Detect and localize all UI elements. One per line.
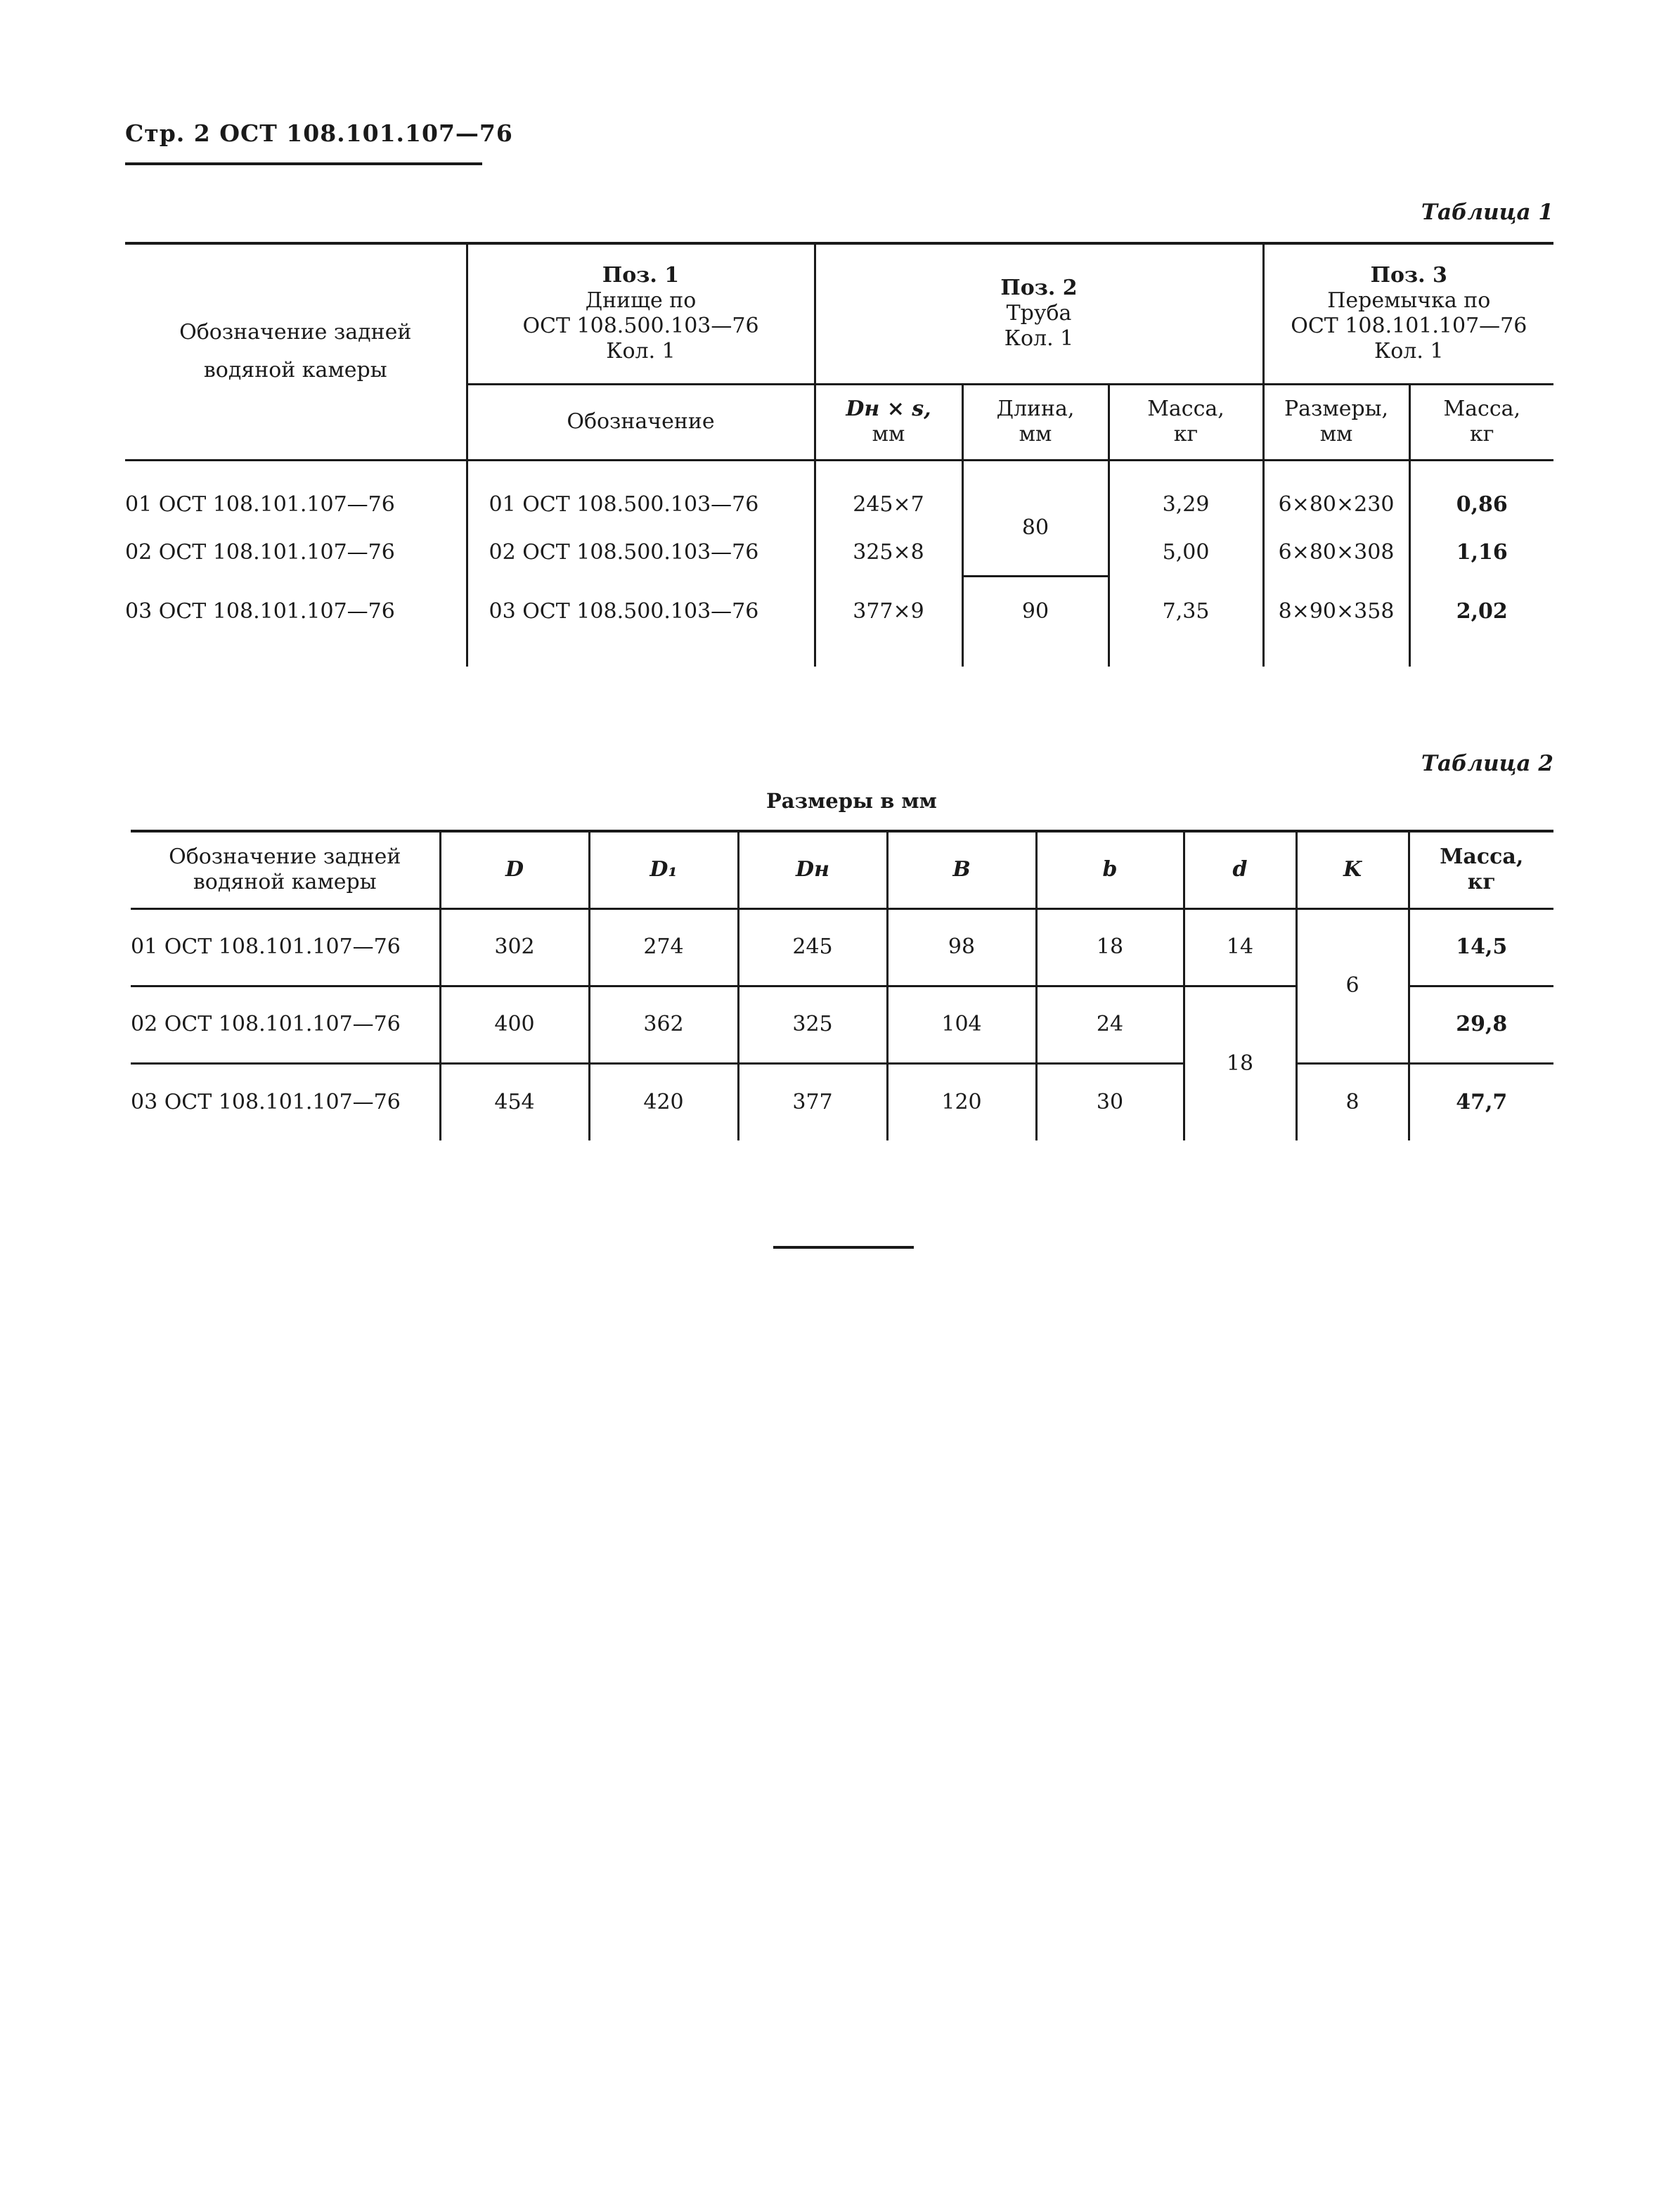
table2-caption: Таблица 2 [1421,751,1553,776]
table-row [131,908,1553,986]
t2-designation: 01 ОСТ 108.101.107—76 [131,908,440,986]
t2-K-8: 8 [1296,1063,1409,1140]
t1-pipe-mass: 3,29 [1109,481,1263,529]
t1-head-designation: Обозначение задней водяной камеры [125,243,467,460]
t2-mass: 47,7 [1409,1063,1553,1140]
t2-designation: 03 ОСТ 108.101.107—76 [131,1089,401,1114]
t1-head-length: Длина, мм [962,384,1109,460]
t2-Dn: 377 [738,1063,887,1140]
t1-head-jumper-mass: Масса, кг [1409,384,1553,460]
t1-designation: 01 ОСТ 108.101.107—76 [125,491,395,517]
t2-B: 120 [887,1063,1036,1140]
t2-head-D: D [440,831,589,908]
t2-D1: 420 [589,1063,738,1140]
t1-pipe-mass: 5,00 [1109,529,1263,577]
t2-B: 104 [887,986,1036,1063]
t1-jumper-size: 6×80×308 [1263,529,1409,577]
t2-mass: 14,5 [1409,908,1553,986]
t1-ds: 377×9 [815,577,962,647]
t2-B: 98 [887,908,1036,986]
t2-D: 454 [440,1063,589,1140]
t1-bottom: 02 ОСТ 108.500.103—76 [467,529,815,577]
table-row [131,1063,1553,1140]
t1-ds: 245×7 [815,481,962,529]
t1-head-poz3: Поз. 3 Перемычка по ОСТ 108.101.107—76 Кол. 1 [1263,243,1553,384]
table2 [131,830,1553,1140]
t1-jumper-size: 6×80×230 [1263,481,1409,529]
page-header: Стр. 2 ОСТ 108.101.107—76 [125,120,513,147]
table-row [125,481,1553,529]
end-rule [773,1246,914,1249]
t2-head-designation: Обозначение задней водяной камеры [131,831,440,908]
t1-designation: 02 ОСТ 108.101.107—76 [125,539,395,565]
t1-jumper-mass: 1,16 [1409,529,1553,577]
t2-b: 24 [1036,986,1184,1063]
t2-Dn: 245 [738,908,887,986]
t1-head-pipe-mass: Масса, кг [1109,384,1263,460]
t1-jumper-size: 8×90×358 [1263,577,1409,647]
table1 [125,242,1553,667]
t1-length-90: 90 [962,577,1109,647]
t2-head-K: K [1296,831,1409,908]
table-row [125,529,1553,577]
t1-pipe-mass: 7,35 [1109,577,1263,647]
t2-head-B: B [887,831,1036,908]
t1-head-ds: Dн × s, мм [815,384,962,460]
t1-jumper-mass: 2,02 [1409,577,1553,647]
t1-jumper-mass: 0,86 [1409,481,1553,529]
t1-bottom: 01 ОСТ 108.500.103—76 [467,481,815,529]
t2-Dn: 325 [738,986,887,1063]
t2-D1: 274 [589,908,738,986]
t2-D: 302 [440,908,589,986]
t2-designation: 02 ОСТ 108.101.107—76 [131,986,440,1063]
t1-length-80: 80 [962,481,1109,577]
t1-ds: 325×8 [815,529,962,577]
t1-head-poz1: Поз. 1 Днище по ОСТ 108.500.103—76 Кол. 1 [467,243,815,384]
table2-subtitle: Размеры в мм [766,789,937,813]
t2-D: 400 [440,986,589,1063]
t2-d: 14 [1184,908,1296,986]
t1-head-jumper-size: Размеры, мм [1263,384,1409,460]
t2-head-Dn: Dн [738,831,887,908]
t1-bottom: 03 ОСТ 108.500.103—76 [467,577,815,647]
t2-K-6: 6 [1296,908,1409,1063]
t1-head-poz2: Поз. 2 Труба Кол. 1 [815,243,1263,384]
t2-b: 18 [1036,908,1184,986]
t2-b: 30 [1036,1063,1184,1140]
t2-head-b: b [1036,831,1184,908]
t2-head-mass: Масса, кг [1409,831,1553,908]
t2-mass: 29,8 [1409,986,1553,1063]
t2-head-D1: D₁ [589,831,738,908]
t1-designation: 03 ОСТ 108.101.107—76 [125,598,395,624]
t2-head-d: d [1184,831,1296,908]
t2-D1: 362 [589,986,738,1063]
t2-d-18: 18 [1184,986,1296,1140]
t1-head-poz1-designation: Обозначение [467,384,815,460]
table1-caption: Таблица 1 [1421,200,1553,225]
header-underline [125,162,482,165]
table-row [125,577,1553,647]
